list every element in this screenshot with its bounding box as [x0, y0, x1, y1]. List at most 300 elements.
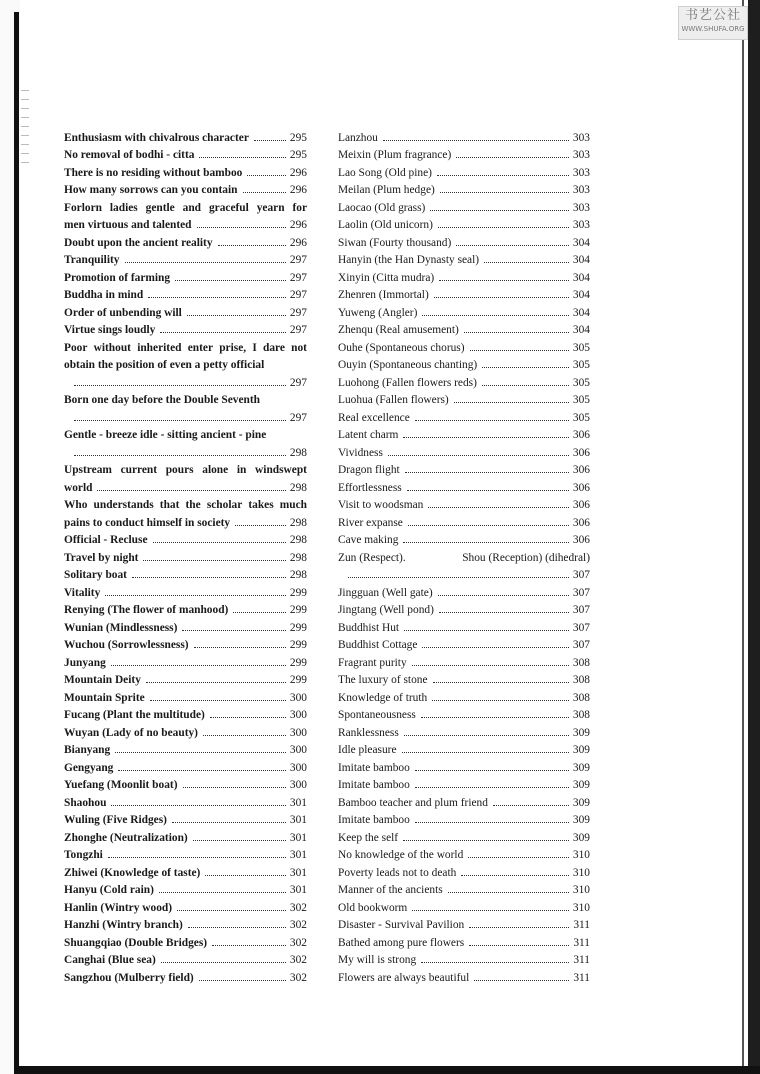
page-number: 306 [572, 499, 590, 511]
entry-title: Travel by night [64, 551, 139, 564]
entry-title: Wuchou (Sorrowlessness) [64, 639, 189, 651]
page-number: 298 [289, 446, 307, 459]
page-number: 310 [572, 884, 590, 896]
page-number: 306 [572, 516, 590, 529]
index-entry [64, 547, 307, 565]
page-number: 300 [289, 691, 307, 704]
entry-title: Wuling (Five Ridges) [64, 814, 167, 826]
entry-word: dare [263, 341, 285, 354]
dot-leader [461, 874, 569, 876]
dot-leader [150, 699, 286, 701]
dot-leader [74, 384, 286, 386]
entry-title: Zhenqu (Real amusement) [338, 324, 459, 336]
entry-title: Solitary boat [64, 569, 127, 581]
dot-leader [146, 681, 286, 683]
dot-leader [218, 244, 286, 246]
dot-leader [118, 769, 286, 771]
page-number: 298 [289, 516, 307, 529]
index-entry [338, 215, 590, 233]
page-number: 300 [289, 779, 307, 791]
entry-title: Latent charm [338, 429, 399, 441]
index-entry [64, 880, 307, 898]
page-number: 308 [572, 691, 590, 704]
dot-leader [470, 349, 569, 351]
index-entry [64, 512, 307, 530]
dot-leader [469, 926, 569, 928]
entry-word: gentle [145, 201, 175, 214]
entry-word: enter [187, 341, 213, 354]
dot-leader [153, 541, 286, 543]
page-number: 308 [572, 709, 590, 721]
page-number: 309 [572, 831, 590, 844]
index-entry [64, 652, 307, 670]
dot-leader [482, 366, 569, 368]
entry-title: Lanzhou [338, 131, 378, 144]
index-entry [338, 180, 590, 198]
index-entry-justified-line [64, 197, 307, 215]
dot-leader [415, 786, 569, 788]
index-entry [338, 355, 590, 373]
entry-title: Jingtang (Well pond) [338, 604, 434, 616]
entry-title: Tranquility [64, 254, 120, 266]
watermark-logo [678, 6, 748, 40]
index-entry [338, 775, 590, 793]
page-number: 295 [289, 131, 307, 144]
entry-title: Imitate bamboo [338, 814, 410, 826]
dot-leader [143, 559, 285, 561]
dot-leader [177, 909, 286, 911]
entry-word: Poor [64, 341, 88, 354]
dot-leader [188, 926, 286, 928]
dot-leader [212, 944, 286, 946]
index-entry [338, 862, 590, 880]
index-entry [338, 600, 590, 618]
entry-title: Bathed among pure flowers [338, 936, 465, 949]
dot-leader [97, 489, 285, 491]
page-number: 309 [572, 814, 590, 826]
entry-title: Ouhe (Spontaneous chorus) [338, 341, 465, 354]
page-number: 302 [289, 919, 307, 931]
index-entry [338, 442, 590, 460]
index-entry [338, 285, 590, 303]
entry-title: Hanyu (Cold rain) [64, 884, 154, 896]
index-entry [338, 127, 590, 145]
page-number: 309 [572, 744, 590, 756]
index-entry [64, 617, 307, 635]
entry-word: inherited [137, 341, 182, 354]
page-number: 307 [572, 621, 590, 634]
index-entry [64, 232, 307, 250]
index-entry [338, 197, 590, 215]
page-number: 301 [289, 831, 307, 844]
page-number: 304 [572, 236, 590, 249]
page-number: 296 [289, 219, 307, 231]
entry-title: My will is strong [338, 954, 417, 966]
dot-leader [493, 804, 569, 806]
index-entry [64, 215, 307, 233]
page-number: 297 [289, 289, 307, 301]
dot-leader [172, 821, 286, 823]
dot-leader [432, 699, 569, 701]
page-number: 301 [289, 849, 307, 861]
page-number: 296 [289, 166, 307, 179]
index-entry [338, 722, 590, 740]
entry-word: Upstream [64, 464, 112, 476]
dot-leader [404, 629, 569, 631]
dot-leader [187, 314, 286, 316]
dot-leader [148, 296, 286, 298]
entry-title: Sangzhou (Mulberry field) [64, 971, 194, 984]
dot-leader [210, 716, 286, 718]
index-entry [64, 180, 307, 198]
entry-title: Order of unbending will [64, 306, 182, 319]
watermark-title: 书艺公社 [684, 8, 741, 23]
dot-leader [388, 454, 569, 456]
index-entry [64, 722, 307, 740]
entry-title: Jingguan (Well gate) [338, 586, 433, 599]
index-entry [338, 740, 590, 758]
page-number: 299 [289, 621, 307, 634]
dot-leader [474, 979, 569, 981]
index-entry-justified-line [64, 337, 307, 355]
entry-title: Cave making [338, 534, 399, 546]
entry-word: not [291, 341, 307, 354]
entry-title: Mountain Deity [64, 674, 141, 686]
entry-title: Buddhist Cottage [338, 639, 418, 651]
entry-title: Enthusiasm with chivalrous character [64, 131, 249, 144]
entry-title: Hanzhi (Wintry branch) [64, 919, 183, 931]
page-number: 300 [289, 726, 307, 739]
entry-title: Ouyin (Spontaneous chanting) [338, 359, 478, 371]
page-number: 309 [572, 726, 590, 739]
page-number: 306 [572, 481, 590, 494]
entry-title: Luohua (Fallen flowers) [338, 394, 449, 406]
entry-title: Wuyan (Lady of no beauty) [64, 726, 198, 739]
entry-title: Fragrant purity [338, 656, 407, 669]
entry-word: in [236, 464, 247, 476]
entry-title: Bianyang [64, 744, 111, 756]
index-entry [64, 810, 307, 828]
entry-title: Yuweng (Angler) [338, 306, 418, 319]
page-number: 306 [572, 429, 590, 441]
index-entry [64, 967, 307, 985]
page-number: 310 [572, 901, 590, 914]
page-number: 303 [572, 201, 590, 214]
dot-leader [437, 174, 569, 176]
entry-title: Wunian (Mindlessness) [64, 621, 178, 634]
index-entry [338, 495, 590, 513]
entry-title: No knowledge of the world [338, 849, 464, 861]
index-entry [338, 425, 590, 443]
page-number: 307 [572, 586, 590, 599]
page-number: 298 [289, 569, 307, 581]
index-entry-line [64, 355, 307, 373]
index-entry [64, 827, 307, 845]
dot-leader [464, 331, 569, 333]
entry-title: Effortlessness [338, 481, 402, 494]
page-number: 303 [572, 166, 590, 179]
page-number: 309 [572, 761, 590, 774]
index-entry [338, 337, 590, 355]
index-right-column [338, 127, 590, 985]
page-number: 303 [572, 219, 590, 231]
entry-title: How many sorrows can you contain [64, 184, 238, 196]
entry-title: Keep the self [338, 831, 399, 844]
index-entry [338, 967, 590, 985]
entry-title: Vividness [338, 446, 383, 459]
index-entry [338, 670, 590, 688]
dot-leader [161, 961, 286, 963]
entry-title: Ranklessness [338, 726, 399, 739]
page-number: 296 [289, 184, 307, 196]
watermark-url: WWW.SHUFA.ORG [681, 25, 745, 33]
entry-title: Fucang (Plant the multitude) [64, 709, 205, 721]
entry-title: Manner of the ancients [338, 884, 443, 896]
dot-leader [199, 156, 285, 158]
index-entry [64, 477, 307, 495]
entry-word: and [182, 201, 202, 214]
page-number: 301 [289, 796, 307, 809]
dot-leader [408, 524, 569, 526]
page-number: 300 [289, 744, 307, 756]
page-number: 298 [289, 551, 307, 564]
index-entry [64, 600, 307, 618]
entry-title: Zhonghe (Neutralization) [64, 831, 188, 844]
page-number: 307 [572, 569, 590, 581]
dot-leader [404, 734, 569, 736]
entry-title: Tongzhi [64, 849, 103, 861]
entry-word: that [159, 499, 180, 511]
index-entry [338, 845, 590, 863]
index-entry [64, 915, 307, 933]
index-entry-justified-line [64, 495, 307, 513]
index-entry [338, 250, 590, 268]
dot-leader [254, 139, 286, 141]
dot-leader [111, 664, 286, 666]
entry-word: for [292, 201, 307, 214]
dot-leader [235, 524, 286, 526]
dot-leader [243, 191, 286, 193]
index-entry [338, 757, 590, 775]
page-number: 309 [572, 796, 590, 809]
dot-leader [203, 734, 286, 736]
dot-leader [468, 856, 569, 858]
entry-title: Old bookworm [338, 901, 408, 914]
index-entry [338, 145, 590, 163]
entry-word: prise, [219, 341, 247, 354]
index-entry [338, 530, 590, 548]
entry-title: Shuangqiao (Double Bridges) [64, 936, 208, 949]
index-entry-line [64, 390, 307, 408]
dot-leader [403, 436, 569, 438]
page-number: 299 [289, 674, 307, 686]
entry-title: Idle pleasure [338, 744, 397, 756]
page-number: 304 [572, 254, 590, 266]
entry-title: Yuefang (Moonlit boat) [64, 779, 178, 791]
page-number: 300 [289, 709, 307, 721]
scan-left-edge [14, 12, 19, 1074]
page-number: 306 [572, 464, 590, 476]
entry-title: Vitality [64, 586, 101, 599]
entry-word: Who [64, 499, 88, 511]
dot-leader [74, 419, 286, 421]
dot-leader [421, 961, 569, 963]
scan-margin-specks [21, 90, 29, 170]
entry-title: Spontaneousness [338, 709, 416, 721]
index-entry [338, 617, 590, 635]
index-entry [338, 267, 590, 285]
dot-leader [405, 471, 569, 473]
entry-title: Visit to woodsman [338, 499, 424, 511]
index-entry [64, 145, 307, 163]
dot-leader [197, 226, 286, 228]
page-number: 297 [289, 271, 307, 284]
index-entry [64, 267, 307, 285]
entry-title: Renying (The flower of manhood) [64, 604, 229, 616]
page-number: 297 [289, 411, 307, 424]
dot-leader [438, 226, 569, 228]
entry-word: the [185, 499, 201, 511]
page-number: 304 [572, 306, 590, 319]
entry-title: Buddha in mind [64, 289, 144, 301]
dot-leader [439, 279, 569, 281]
index-entry [338, 915, 590, 933]
page-number: 311 [573, 919, 590, 931]
page-number: 301 [289, 866, 307, 879]
entry-word: Forlorn [64, 201, 102, 214]
entry-title: Canghai (Blue sea) [64, 954, 156, 966]
page-number: 295 [289, 149, 307, 161]
page-number: 302 [289, 936, 307, 949]
entry-title: Laolin (Old unicorn) [338, 219, 433, 231]
index-entry [64, 897, 307, 915]
page-number: 305 [572, 411, 590, 424]
entry-title: Siwan (Fourty thousand) [338, 236, 452, 249]
entry-title: obtain the position of even a petty official [64, 359, 265, 371]
entry-word: much [279, 499, 307, 511]
entry-title: Knowledge of truth [338, 691, 428, 704]
entry-title: There is no residing without bamboo [64, 166, 243, 179]
dot-leader [433, 681, 569, 683]
page-number: 297 [289, 376, 307, 389]
index-entry [338, 302, 590, 320]
index-entry [64, 320, 307, 338]
dot-leader [415, 821, 569, 823]
index-entry [338, 705, 590, 723]
entry-word: takes [248, 499, 274, 511]
dot-leader [233, 611, 286, 613]
entry-word: current [120, 464, 158, 476]
entry-word: graceful [208, 201, 249, 214]
dot-leader [403, 839, 569, 841]
dot-leader [482, 384, 569, 386]
page-number: 307 [572, 639, 590, 651]
entry-title: Luohong (Fallen flowers reds) [338, 376, 477, 389]
index-entry [338, 932, 590, 950]
index-entry [64, 285, 307, 303]
index-entry [64, 687, 307, 705]
page-number: 308 [572, 674, 590, 686]
dot-leader [348, 576, 569, 578]
entry-title: Lao Song (Old pine) [338, 166, 432, 179]
index-entry [64, 845, 307, 863]
index-entry [338, 582, 590, 600]
dot-leader [438, 594, 569, 596]
dot-leader [111, 804, 285, 806]
index-entry [338, 390, 590, 408]
dot-leader [456, 156, 569, 158]
index-entry [338, 512, 590, 530]
dot-leader [194, 646, 286, 648]
dot-leader [415, 769, 569, 771]
entry-title: River expanse [338, 516, 403, 529]
dot-leader [132, 576, 286, 578]
page-number: 297 [289, 324, 307, 336]
entry-word: yearn [256, 201, 285, 214]
entry-title: Official - Recluse [64, 534, 148, 546]
scan-bottom-edge [14, 1066, 760, 1074]
page-number: 305 [572, 394, 590, 406]
page-number: 311 [573, 936, 590, 949]
entry-word: I [252, 341, 257, 354]
index-entry [64, 792, 307, 810]
dot-leader [125, 261, 286, 263]
dot-leader [183, 786, 286, 788]
page-number: 305 [572, 376, 590, 389]
index-entry [338, 810, 590, 828]
entry-word: Zun (Respect). [338, 551, 406, 564]
index-entry [338, 407, 590, 425]
entry-title: Hanlin (Wintry wood) [64, 901, 173, 914]
page-number: 309 [572, 779, 590, 791]
dot-leader [407, 489, 569, 491]
dot-leader [247, 174, 286, 176]
page-number: 303 [572, 149, 590, 161]
entry-title: Imitate bamboo [338, 761, 410, 774]
index-entry [64, 250, 307, 268]
index-entry-continuation [64, 372, 307, 390]
entry-title: Laocao (Old grass) [338, 201, 426, 214]
entry-title: Disaster - Survival Pavilion [338, 919, 465, 931]
index-entry [64, 862, 307, 880]
index-entry [338, 687, 590, 705]
entry-title: Xinyin (Citta mudra) [338, 271, 435, 284]
entry-title: Zhenren (Immortal) [338, 289, 429, 301]
entry-word: without [93, 341, 131, 354]
page-number: 304 [572, 271, 590, 284]
page-number: 302 [289, 971, 307, 984]
entry-title: Meilan (Plum hedge) [338, 184, 435, 196]
page-number: 300 [289, 761, 307, 774]
entry-word: ladies [109, 201, 138, 214]
dot-leader [422, 314, 569, 316]
index-entry [64, 932, 307, 950]
index-entry [338, 950, 590, 968]
page-number: 311 [573, 971, 590, 984]
index-entry [338, 827, 590, 845]
dot-leader [383, 139, 569, 141]
dot-leader [448, 891, 569, 893]
dot-leader [421, 716, 569, 718]
dot-leader [428, 506, 569, 508]
index-entry [64, 757, 307, 775]
index-entry [64, 565, 307, 583]
dot-leader [412, 909, 569, 911]
page-number: 298 [289, 481, 307, 494]
entry-title: Promotion of farming [64, 271, 171, 284]
dot-leader [205, 874, 286, 876]
index-entry-justified-line [64, 460, 307, 478]
